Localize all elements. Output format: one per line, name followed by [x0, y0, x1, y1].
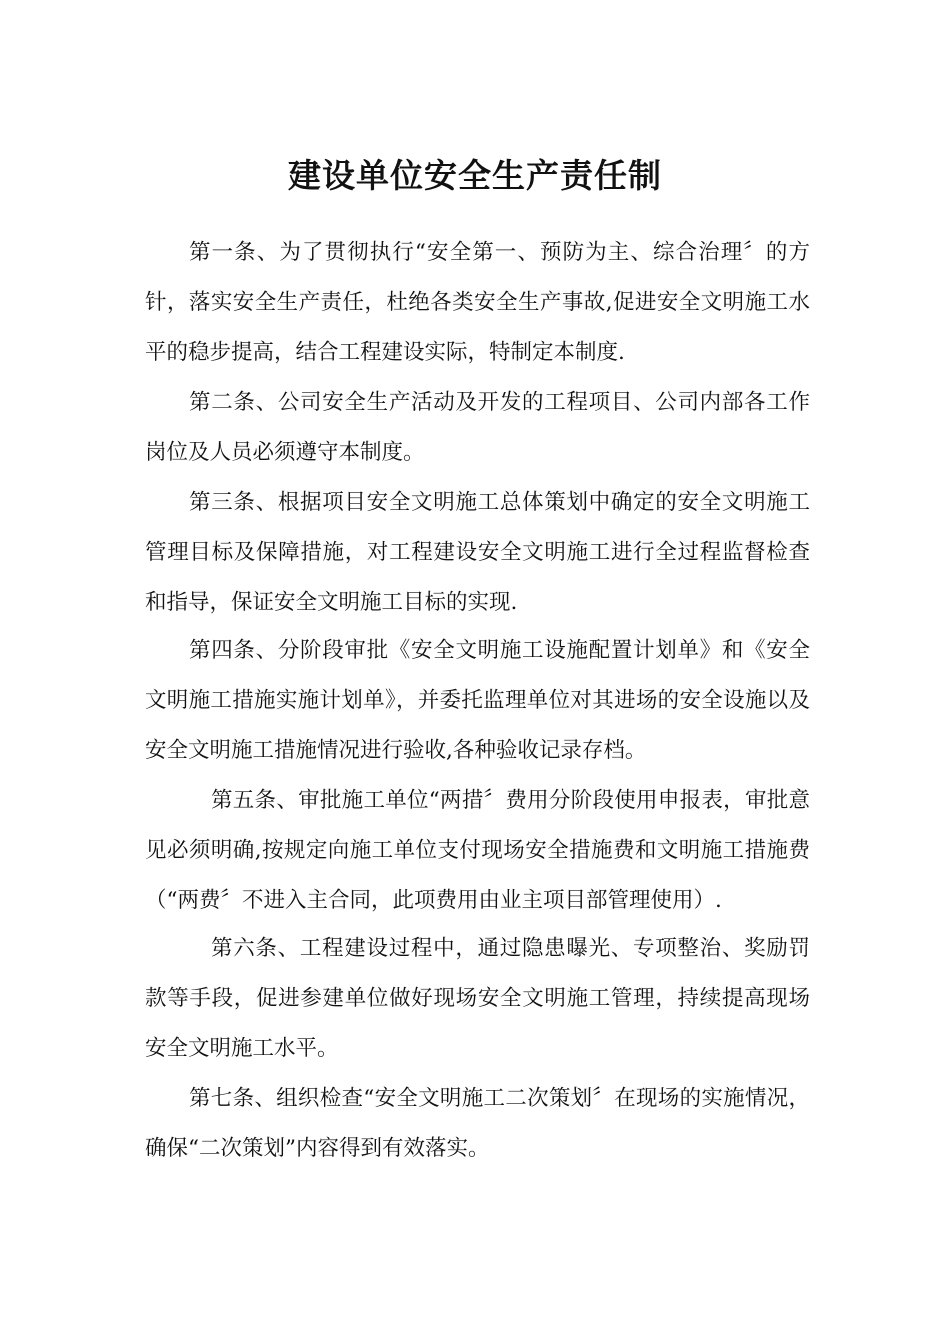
article-7: 第七条、组织检查“安全文明施工二次策划〞在现场的实施情况，确保“二次策划”内容得到有效落实。 [145, 1086, 810, 1161]
article-3: 第三条、根据项目安全文明施工总体策划中确定的安全文明施工管理目标及保障措施，对工程建设安全文明施工进行全过程监督检查和指导，保证安全文明施工目标的实现. [145, 490, 810, 615]
article-4: 第四条、分阶段审批《安全文明施工设施配置计划单》和《安全文明施工措施实施计划单》，并委托监理单位对其进场的安全设施以及安全文明施工措施情况进行验收,各种验收记录存档。 [145, 638, 810, 763]
article-2: 第二条、公司安全生产活动及开发的工程项目、公司内部各工作岗位及人员必须遵守本制度。 [145, 390, 810, 465]
article-6: 第六条、工程建设过程中，通过隐患曝光、专项整治、奖励罚款等手段，促进参建单位做好现场安全文明施工管理，持续提高现场安全文明施工水平。 [145, 936, 810, 1061]
document-title: 建设单位安全生产责任制 [288, 156, 662, 196]
article-5: 第五条、审批施工单位“两措〞费用分阶段使用申报表，审批意见必须明确,按规定向施工单位支付现场安全措施费和文明施工措施费（“两费〞不进入主合同，此项费用由业主项目部管理使用）. [145, 788, 810, 913]
article-1: 第一条、为了贯彻执行“安全第一、预防为主、综合治理〞的方针，落实安全生产责任，杜绝各类安全生产事故,促进安全文明施工水平的稳步提高，结合工程建设实际，特制定本制度. [145, 240, 810, 365]
